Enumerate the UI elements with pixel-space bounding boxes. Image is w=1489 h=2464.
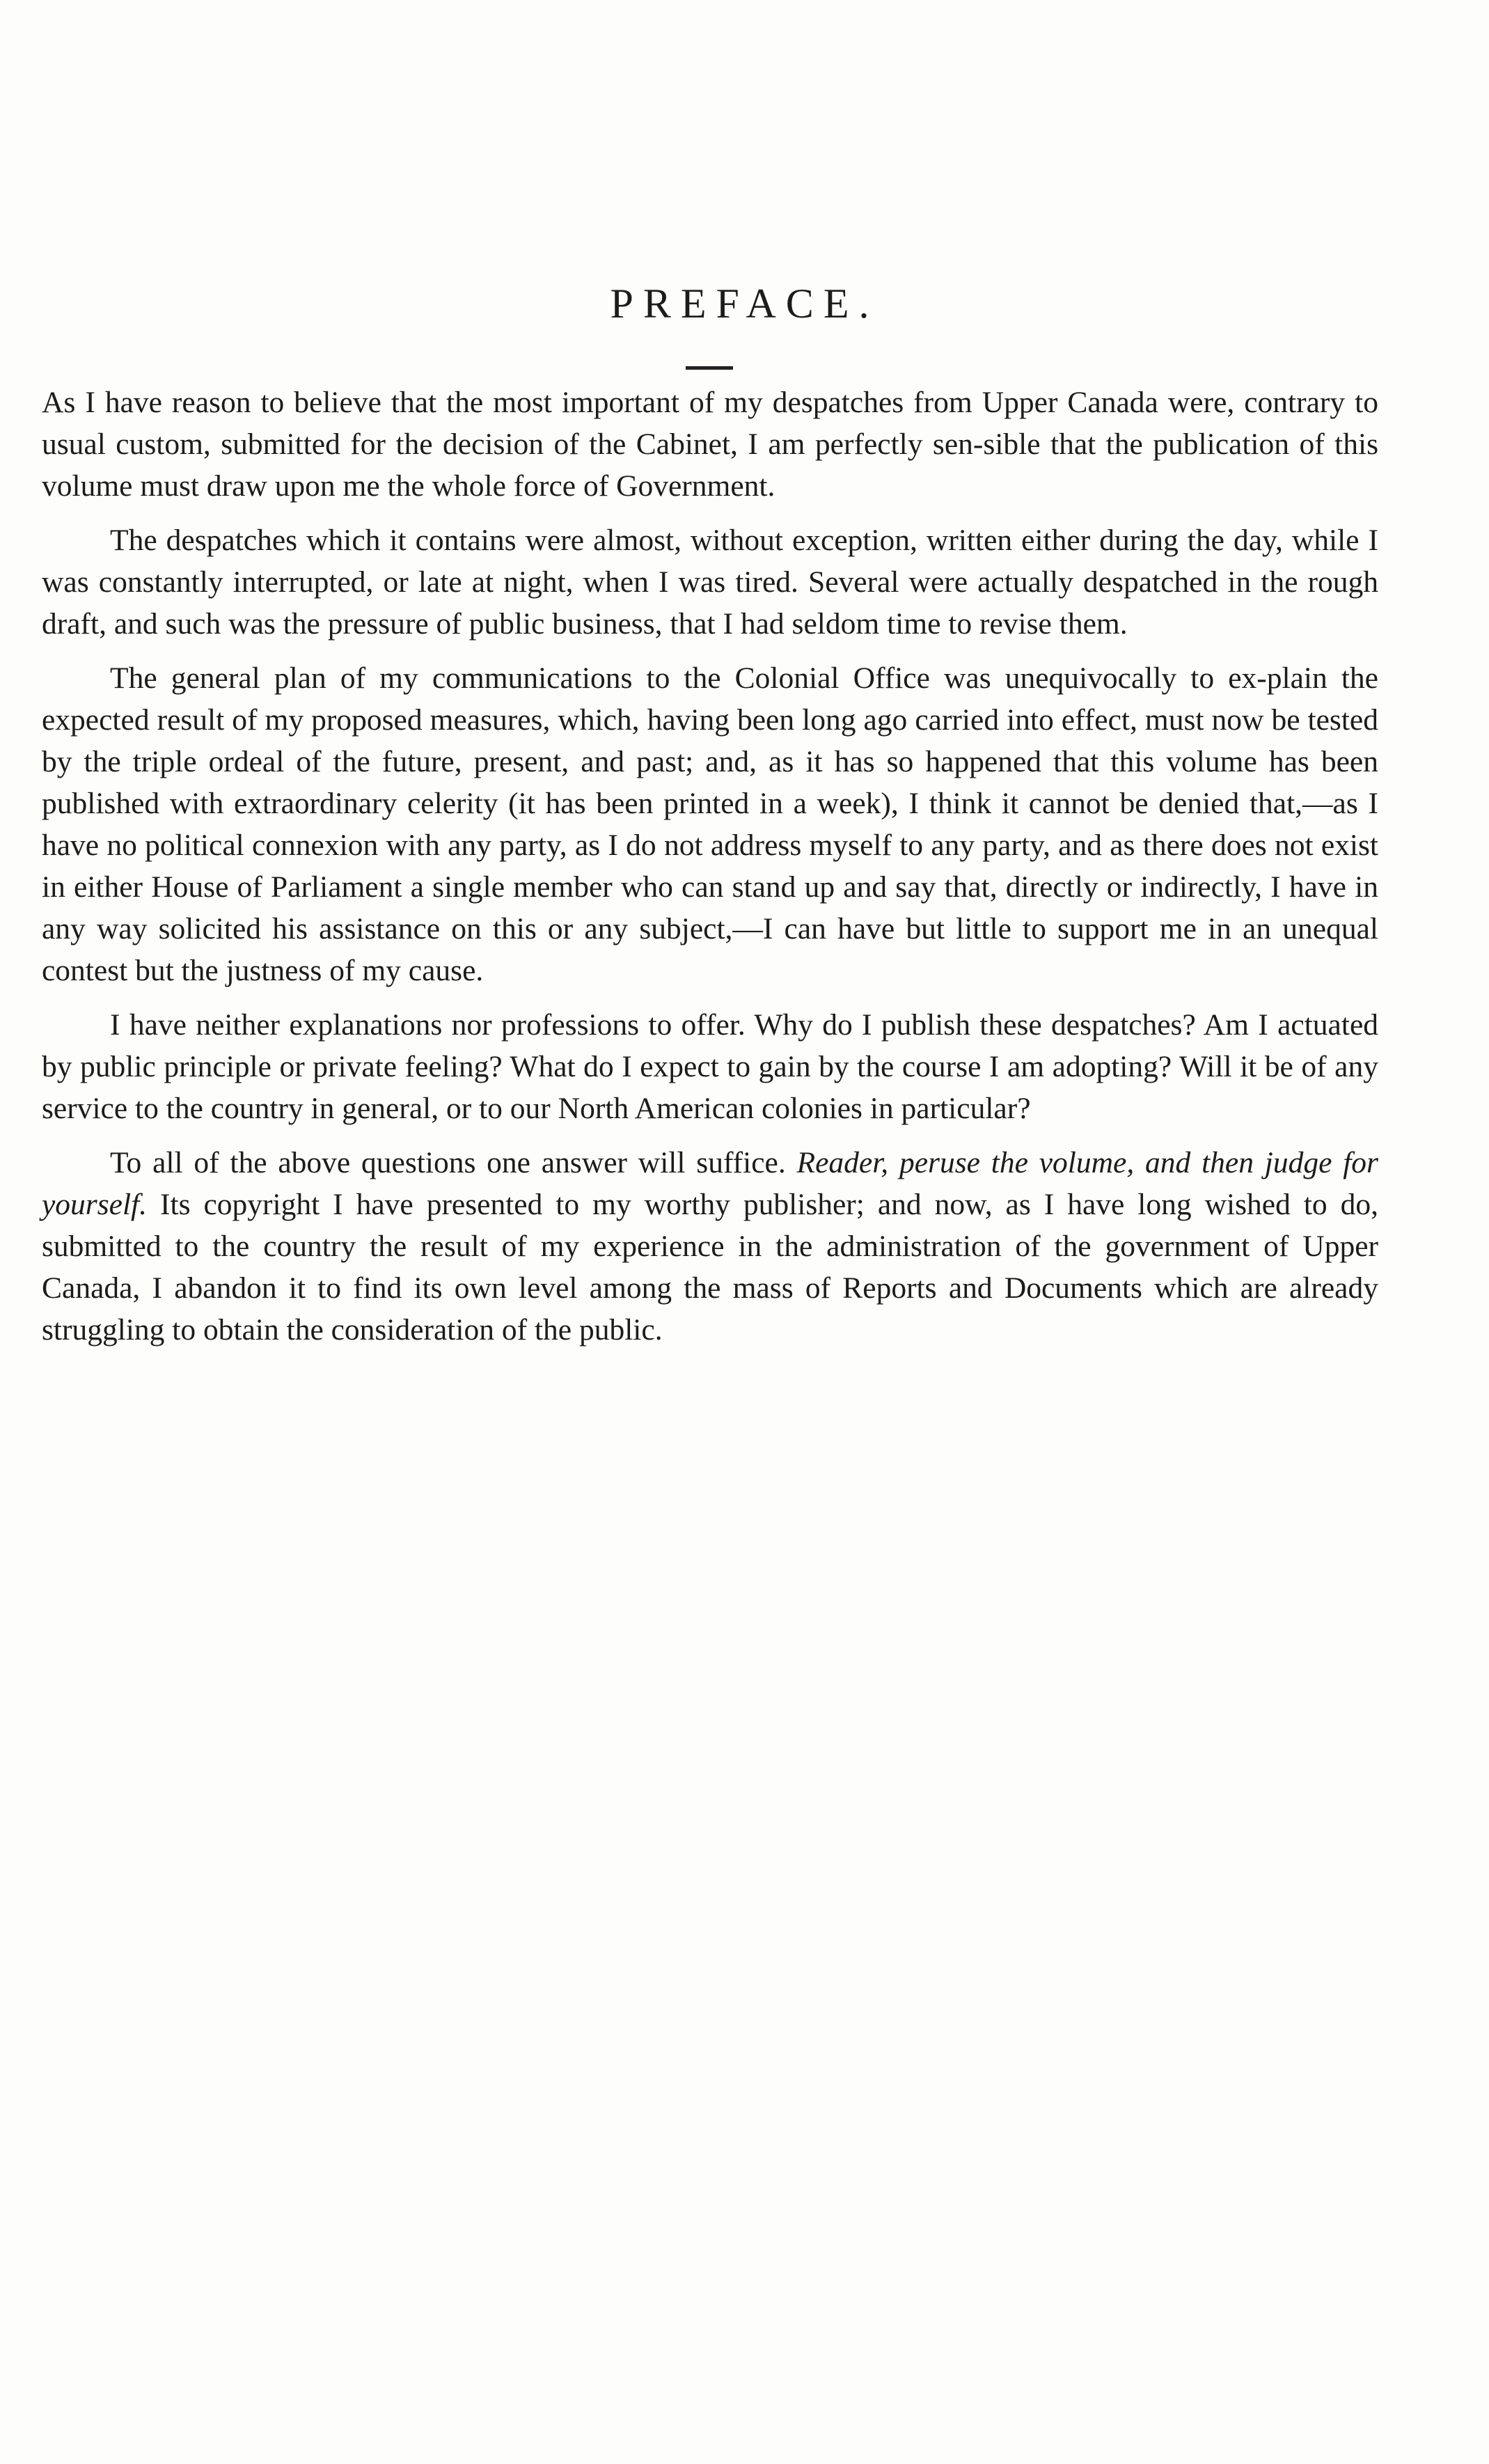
paragraph-4: I have neither explanations nor professions to offer. Why do I publish these despatches? Am I actuated by public principle or private feeling? What do I expect to gain by the course I am adopting? Will it be of any service to the country in general, or to our North American colonies in particular? xyxy=(42,1008,1378,1125)
page-title: PREFACE. xyxy=(610,281,879,327)
paragraph-5-italic: Reader, peruse the volume, and then judge for yourself. xyxy=(42,1146,1378,1221)
paragraph-5 xyxy=(42,1142,1378,1351)
preface-body xyxy=(42,382,1378,1363)
paragraph-5-rest: Its copyright I have presented to my worthy publisher; and now, as I have long wished to do, submitted to the country the result of my experience in the administration of the government of Upper Canada, I abandon it to find its own level among the mass of Reports and Documents which are already struggling to obtain the consideration of the public. xyxy=(42,1188,1378,1347)
paragraph-3: The general plan of my communications to the Colonial Office was unequivocally to ex-plain the expected result of my proposed measures, which, having been long ago carried into effect, must now be tested by the triple ordeal of the future, present, and past; and, as it has so happened that this volume has been published with extraordinary celerity (it has been printed in a week), I think it cannot be denied that,—as I have no political connexion with any party, as I do not address myself to any party, and as there does not exist in either House of Parliament a single member who can stand up and say that, directly or indirectly, I have in any way solicited his assistance on this or any subject,—I can have but little to support me in an unequal contest but the justness of my cause. xyxy=(42,661,1378,987)
paragraph-5-lead: To all of the above questions one answer will suffice. xyxy=(110,1146,797,1179)
paragraph-2: The despatches which it contains were almost, without exception, written either during the day, while I was constantly interrupted, or late at night, when I was tired. Several were actually despatched in the rough draft, and such was the pressure of public business, that I had seldom time to revise them. xyxy=(42,524,1378,641)
paragraph-1: As I have reason to believe that the most important of my despatches from Upper Canada were, contrary to usual custom, submitted for the decision of the Cabinet, I am perfectly sen-sible that the publication of this volume must draw upon me the whole force of Government. xyxy=(42,386,1378,503)
title-divider xyxy=(686,366,733,370)
